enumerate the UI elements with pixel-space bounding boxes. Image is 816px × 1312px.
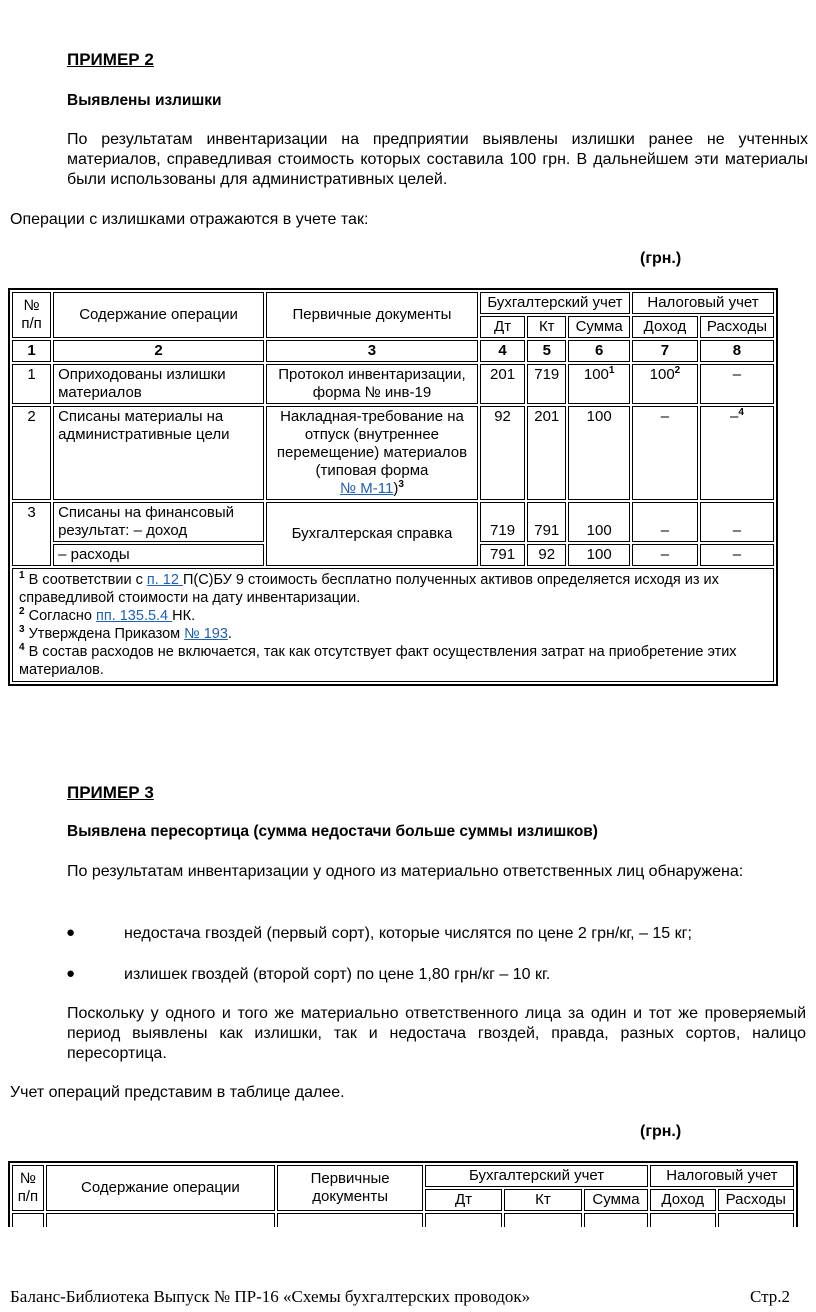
row-number: 1 bbox=[12, 364, 51, 404]
row-expenses: – bbox=[700, 544, 774, 566]
col-num: 7 bbox=[632, 340, 698, 362]
pp-135-5-4-link[interactable]: пп. 135.5.4 bbox=[95, 608, 173, 624]
footnotes-cell bbox=[12, 568, 774, 682]
col-num: 6 bbox=[568, 340, 630, 362]
header-income: Доход bbox=[650, 1189, 716, 1211]
table-row bbox=[12, 502, 774, 542]
header-sum: Сумма bbox=[568, 316, 630, 338]
example-2-subtitle: Выявлены излишки bbox=[67, 92, 222, 109]
p12-link[interactable]: п. 12 bbox=[146, 572, 183, 588]
row-number: 2 bbox=[12, 406, 51, 500]
row-number: 3 bbox=[12, 502, 51, 566]
row-income: – bbox=[632, 406, 698, 500]
header-documents: Первичные документы bbox=[277, 1165, 423, 1211]
footnote-3: $^3$ Утверждена Приказом № 193. bbox=[19, 624, 232, 642]
row-credit: 791 bbox=[527, 502, 566, 542]
header-expenses: Расходы bbox=[700, 316, 774, 338]
header-number: № п/п bbox=[12, 1165, 44, 1211]
example-3-paragraph-2: Поскольку у одного и того же материально ответственного лица за один и тот же проверяемый период выявлены как излишки, так и недостача гвоздей, правда, разных сортов, налицо пересортица. bbox=[67, 1005, 806, 1062]
row-content: Оприходованы излишки материалов bbox=[53, 364, 264, 404]
row-expenses: – bbox=[700, 502, 774, 542]
row-content: Списаны на финансовый результат: – доход bbox=[53, 502, 264, 542]
header-documents: Первичные документы bbox=[266, 292, 478, 338]
example-2-lead: Операции с излишками отражаются в учете так: bbox=[10, 211, 369, 228]
header-number: № п/п bbox=[12, 292, 51, 338]
header-content: Содержание операции bbox=[53, 292, 264, 338]
order-193-link[interactable]: № 193 bbox=[184, 626, 228, 642]
header-credit: Кт bbox=[527, 316, 566, 338]
operations-table-2 bbox=[8, 1161, 798, 1227]
row-sum: 100 bbox=[568, 406, 630, 500]
col-num: 8 bbox=[700, 340, 774, 362]
footnote-2: $^2$ Согласно пп. 135.5.4 НК. bbox=[19, 606, 196, 624]
row-expenses: –$^4$ bbox=[700, 406, 774, 500]
footer-text: Баланс-Библиотека Выпуск № ПР-16 «Схемы бухгалтерских проводок» bbox=[10, 1287, 531, 1306]
header-sum: Сумма bbox=[584, 1189, 648, 1211]
row-credit: 719 bbox=[527, 364, 566, 404]
example-2-paragraph: По результатам инвентаризации на предприятии выявлены излишки ранее не учтенных материалов, справедливая стоимость которых составила 100 грн. В дальнейшем эти материалы были использованы для административных целей. bbox=[67, 131, 808, 188]
form-m11-link[interactable]: № М-11 bbox=[340, 480, 394, 497]
row-sum: $100^1$ bbox=[568, 364, 630, 404]
table-row bbox=[12, 364, 774, 404]
table-row bbox=[12, 406, 774, 500]
row-income: – bbox=[632, 502, 698, 542]
row-sum: 100 bbox=[568, 502, 630, 542]
row-debit: 719 bbox=[480, 502, 525, 542]
header-accounting: Бухгалтерский учет bbox=[425, 1165, 648, 1187]
example-3-paragraph: По результатам инвентаризации у одного из материально ответственных лиц обнаружена: bbox=[67, 863, 744, 880]
row-expenses: – bbox=[700, 364, 774, 404]
row-content: – расходы bbox=[53, 544, 264, 566]
column-numbers-row bbox=[12, 340, 774, 362]
operations-table-1 bbox=[8, 288, 778, 686]
header-content: Содержание операции bbox=[46, 1165, 275, 1211]
example-3-lead: Учет операций представим в таблице далее. bbox=[10, 1084, 345, 1101]
header-expenses: Расходы bbox=[718, 1189, 794, 1211]
example-3-title: ПРИМЕР 3 bbox=[67, 783, 154, 802]
row-content: Списаны материалы на административные цели bbox=[53, 406, 264, 500]
page-number: Стр.2 bbox=[750, 1287, 791, 1306]
col-num: 4 bbox=[480, 340, 525, 362]
header-tax: Налоговый учет bbox=[632, 292, 774, 314]
bullet-icon: ● bbox=[66, 924, 76, 941]
col-num: 2 bbox=[53, 340, 264, 362]
example-3-subtitle: Выявлена пересортица (сумма недостачи больше суммы излишков) bbox=[67, 823, 598, 840]
footnote-ref[interactable]: 2 bbox=[674, 365, 681, 376]
row-documents: Протокол инвентаризации, форма № инв-19 bbox=[266, 364, 478, 404]
col-num: 3 bbox=[266, 340, 478, 362]
operations-table-2-clip bbox=[8, 1161, 798, 1227]
header-income: Доход bbox=[632, 316, 698, 338]
footnote-ref[interactable]: 1 bbox=[608, 365, 615, 376]
row-debit: 791 bbox=[480, 544, 525, 566]
table-row bbox=[12, 1213, 794, 1227]
header-tax: Налоговый учет bbox=[650, 1165, 794, 1187]
col-num: 1 bbox=[12, 340, 51, 362]
bullet-item-1: недостача гвоздей (первый сорт), которые числятся по цене 2 грн/кг, – 15 кг; bbox=[124, 925, 692, 942]
header-debit: Дт bbox=[425, 1189, 501, 1211]
row-income: $100^2$ bbox=[632, 364, 698, 404]
header-credit: Кт bbox=[504, 1189, 582, 1211]
row-documents: Бухгалтерская справка bbox=[266, 502, 478, 566]
row-debit: 92 bbox=[480, 406, 525, 500]
example-2-unit: (грн.) bbox=[640, 250, 682, 267]
row-documents: Накладная-требование на отпуск (внутреннее перемещение) материалов (типовая форма № М-11)$^3$ bbox=[266, 406, 478, 500]
header-debit: Дт bbox=[480, 316, 525, 338]
row-debit: 201 bbox=[480, 364, 525, 404]
example-3-unit: (грн.) bbox=[640, 1123, 682, 1140]
footnote-ref[interactable]: 3 bbox=[398, 479, 404, 490]
row-sum: 100 bbox=[568, 544, 630, 566]
row-credit: 201 bbox=[527, 406, 566, 500]
bullet-item-2: излишек гвоздей (второй сорт) по цене 1,80 грн/кг – 10 кг. bbox=[124, 966, 551, 983]
footnote-ref[interactable]: 4 bbox=[738, 407, 744, 418]
example-2-title: ПРИМЕР 2 bbox=[67, 50, 154, 69]
header-accounting: Бухгалтерский учет bbox=[480, 292, 630, 314]
row-income: – bbox=[632, 544, 698, 566]
footnote-1: $^1$ В соответствии с п. 12 П(С)БУ 9 стоимость бесплатно полученных активов определяется исходя из их справедливой стоимости на дату инвентаризации. bbox=[19, 570, 719, 606]
row-credit: 92 bbox=[527, 544, 566, 566]
footnote-4: $^4$ В состав расходов не включается, так как отсутствует факт осуществления затрат на приобретение этих материалов. bbox=[19, 642, 737, 678]
col-num: 5 bbox=[527, 340, 566, 362]
bullet-icon: ● bbox=[66, 965, 76, 982]
